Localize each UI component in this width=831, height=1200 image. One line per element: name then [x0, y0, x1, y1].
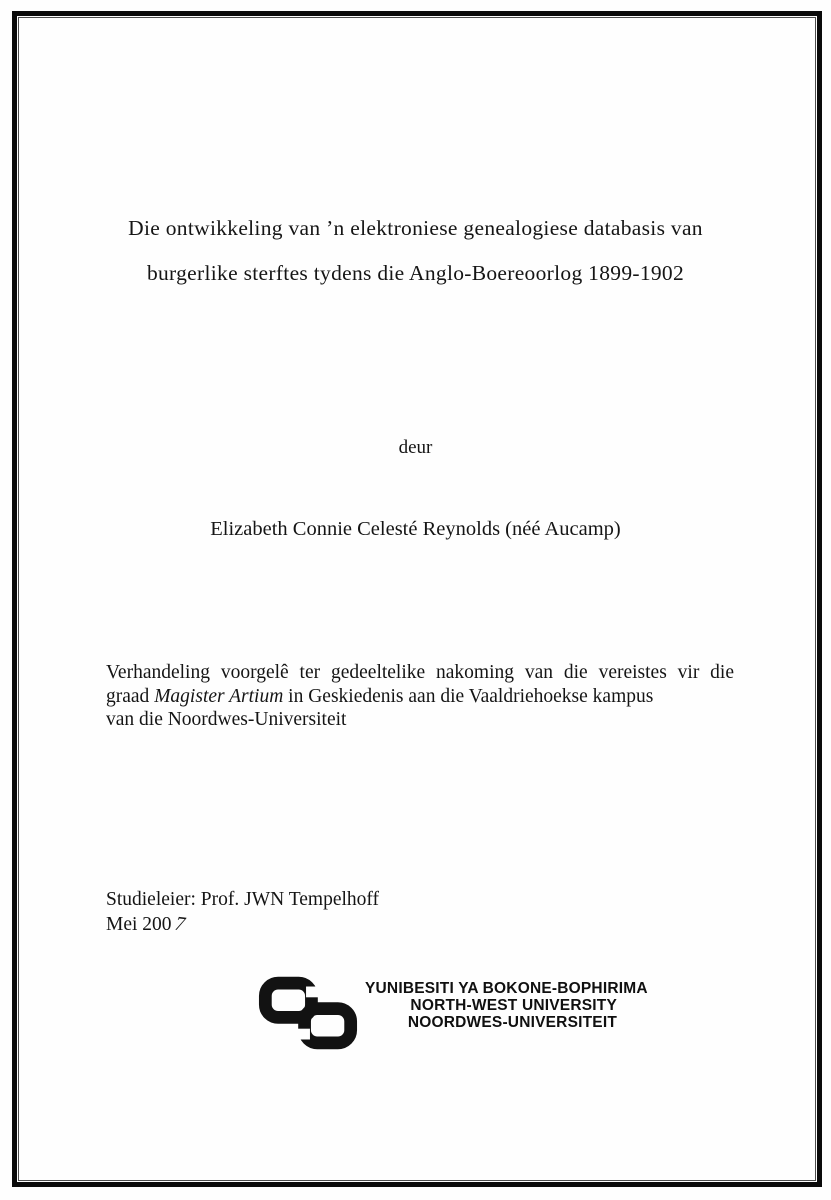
thesis-title-line2: burgerlike sterftes tydens die Anglo-Boereoorlog 1899-1902	[146, 261, 685, 285]
degree-name-italic: Magister Artium	[154, 685, 284, 707]
logo-line-setswana: YUNIBESITI YA BOKONE-BOPHIRIMA	[365, 980, 648, 997]
degree-statement-line2-post: in Geskiedenis aan die Vaaldriehoekse kampus	[283, 685, 654, 707]
university-logo-text	[365, 980, 648, 1031]
thesis-title-line1: Die ontwikkeling van ’n elektroniese genealogiese databasis van	[128, 216, 703, 240]
degree-statement	[106, 661, 734, 732]
logo-line-afrikaans: NOORDWES-UNIVERSITEIT	[407, 1014, 617, 1031]
supervisor-and-date	[106, 888, 379, 937]
degree-statement-line3: van die Noordwes-Universiteit	[106, 709, 347, 730]
degree-statement-line2-pre: graad	[106, 685, 155, 707]
logo-line-english: NORTH-WEST UNIVERSITY	[410, 997, 617, 1014]
author-name: Elizabeth Connie Celesté Reynolds (néé Aucamp)	[210, 518, 621, 540]
date-last-digit: 7	[170, 913, 188, 935]
degree-statement-line1: Verhandeling voorgelê ter gedeeltelike nakoming van die vereistes vir die	[106, 662, 734, 683]
date-line	[106, 913, 379, 938]
byline-deur: deur	[398, 437, 433, 458]
university-logo	[257, 974, 648, 1052]
nwu-interlocked-links-icon	[257, 974, 359, 1052]
date-prefix: Mei 200	[106, 913, 172, 935]
degree-statement-line2	[106, 685, 734, 709]
supervisor-line: Studieleier: Prof. JWN Tempelhoff	[106, 889, 380, 910]
thesis-title	[48, 206, 783, 296]
